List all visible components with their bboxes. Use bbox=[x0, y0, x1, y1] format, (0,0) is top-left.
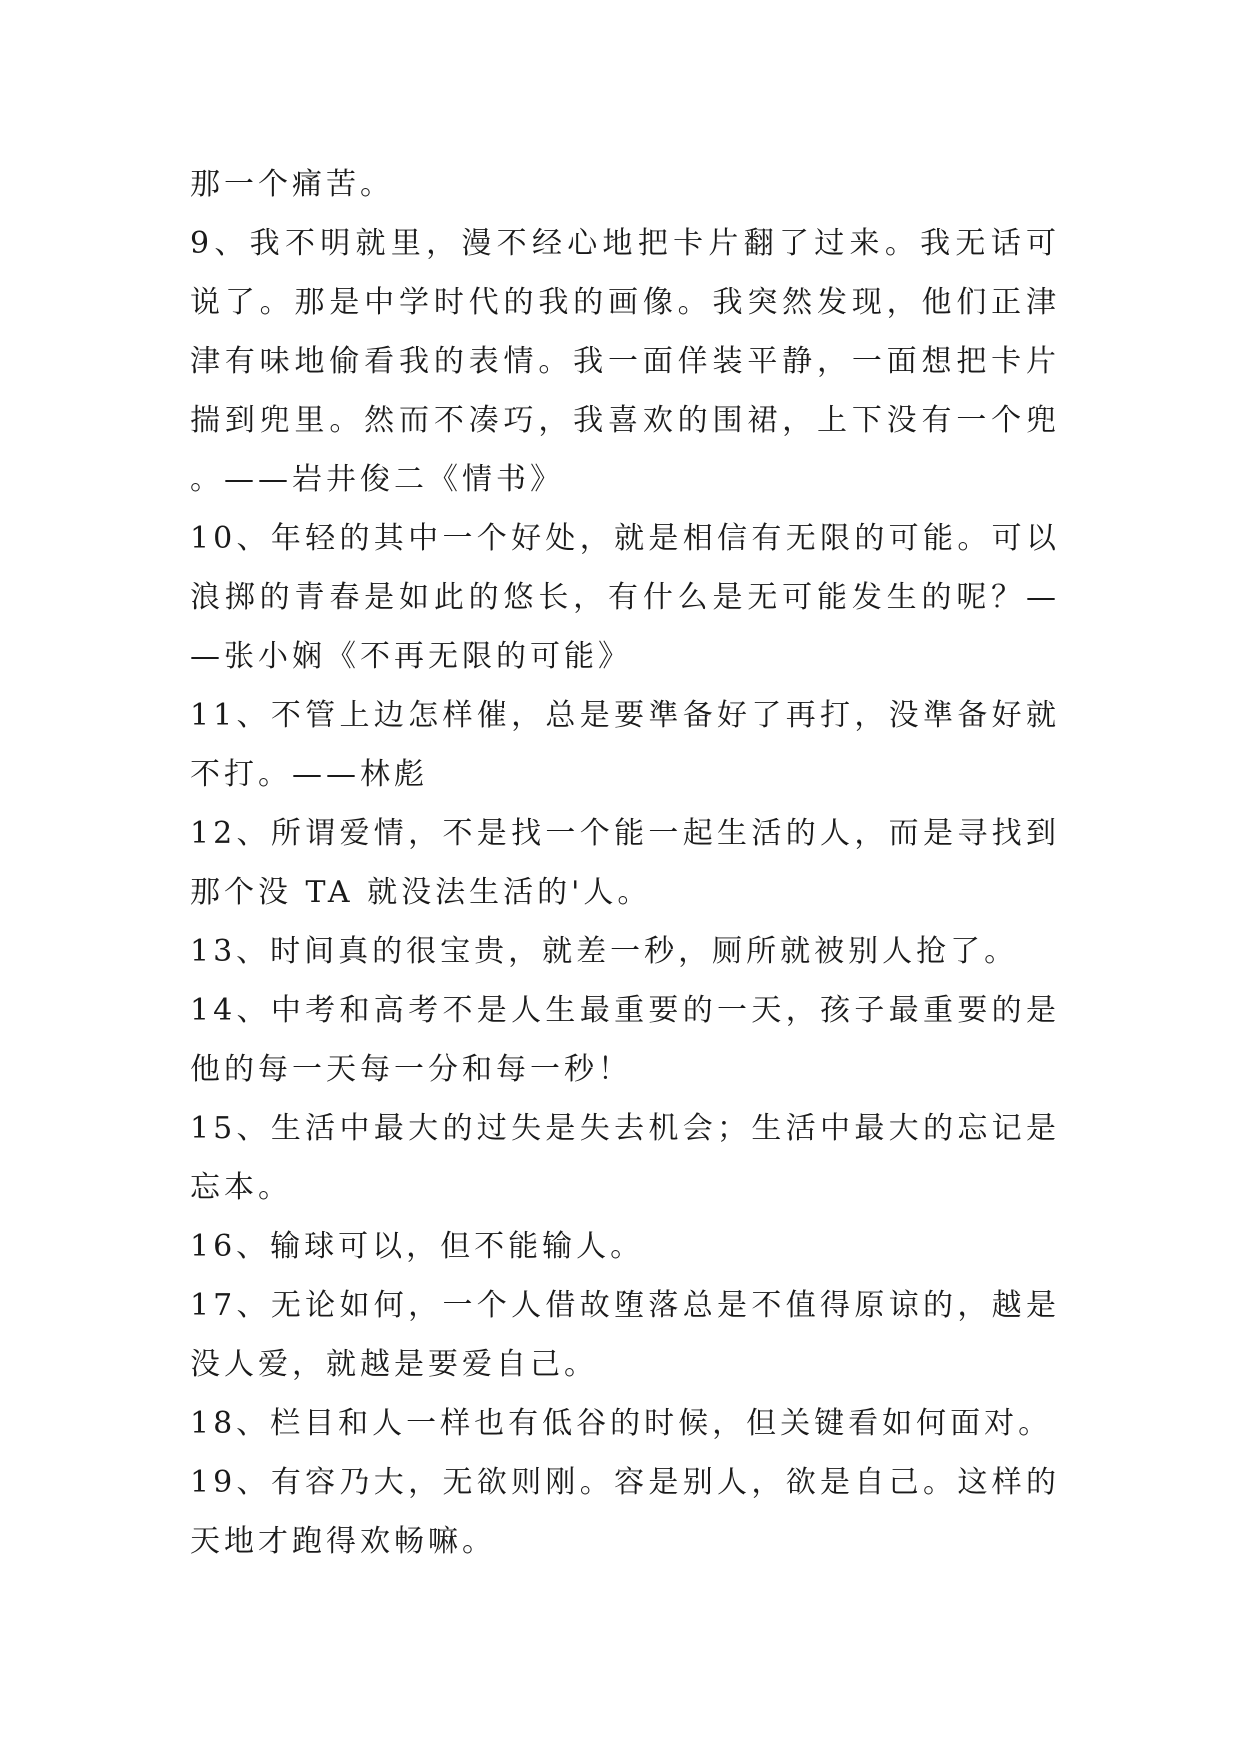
paragraph-item-12: 12、所谓爱情，不是找一个能一起生活的人，而是寻找到那个没 TA 就没法生活的'人。 bbox=[190, 816, 1060, 910]
paragraph-item-14: 14、中考和高考不是人生最重要的一天，孩子最重要的是他的每一天每一分和每一秒！ bbox=[190, 993, 1060, 1087]
paragraph-item-13: 13、时间真的很宝贵，就差一秒，厕所就被别人抢了。 bbox=[190, 934, 1019, 969]
paragraph-item-18: 18、栏目和人一样也有低谷的时候，但关键看如何面对。 bbox=[190, 1406, 1053, 1441]
document-text-body bbox=[190, 155, 1060, 1571]
paragraph-item-10: 10、年轻的其中一个好处，就是相信有无限的可能。可以浪掷的青春是如此的悠长，有什么是无可能发生的呢？——张小娴《不再无限的可能》 bbox=[190, 521, 1060, 674]
paragraph-item-17: 17、无论如何，一个人借故堕落总是不值得原谅的，越是没人爱，就越是要爱自己。 bbox=[190, 1288, 1060, 1382]
paragraph-item-11: 11、不管上边怎样催，总是要準备好了再打，没準备好就不打。——林彪 bbox=[190, 698, 1060, 792]
paragraph-continuation: 那一个痛苦。 bbox=[190, 167, 394, 202]
paragraph-item-16: 16、输球可以，但不能输人。 bbox=[190, 1229, 645, 1264]
paragraph-item-15: 15、生活中最大的过失是失去机会；生活中最大的忘记是忘本。 bbox=[190, 1111, 1060, 1205]
paragraph-item-9: 9、我不明就里，漫不经心地把卡片翻了过来。我无话可说了。那是中学时代的我的画像。我突然发现，他们正津津有味地偷看我的表情。我一面佯装平静，一面想把卡片揣到兜里。然而不凑巧，我喜欢的围裙，上下没有一个兜。——岩井俊二《情书》 bbox=[190, 226, 1060, 497]
paragraph-item-19: 19、有容乃大，无欲则刚。容是别人，欲是自己。这样的天地才跑得欢畅嘛。 bbox=[190, 1465, 1060, 1559]
